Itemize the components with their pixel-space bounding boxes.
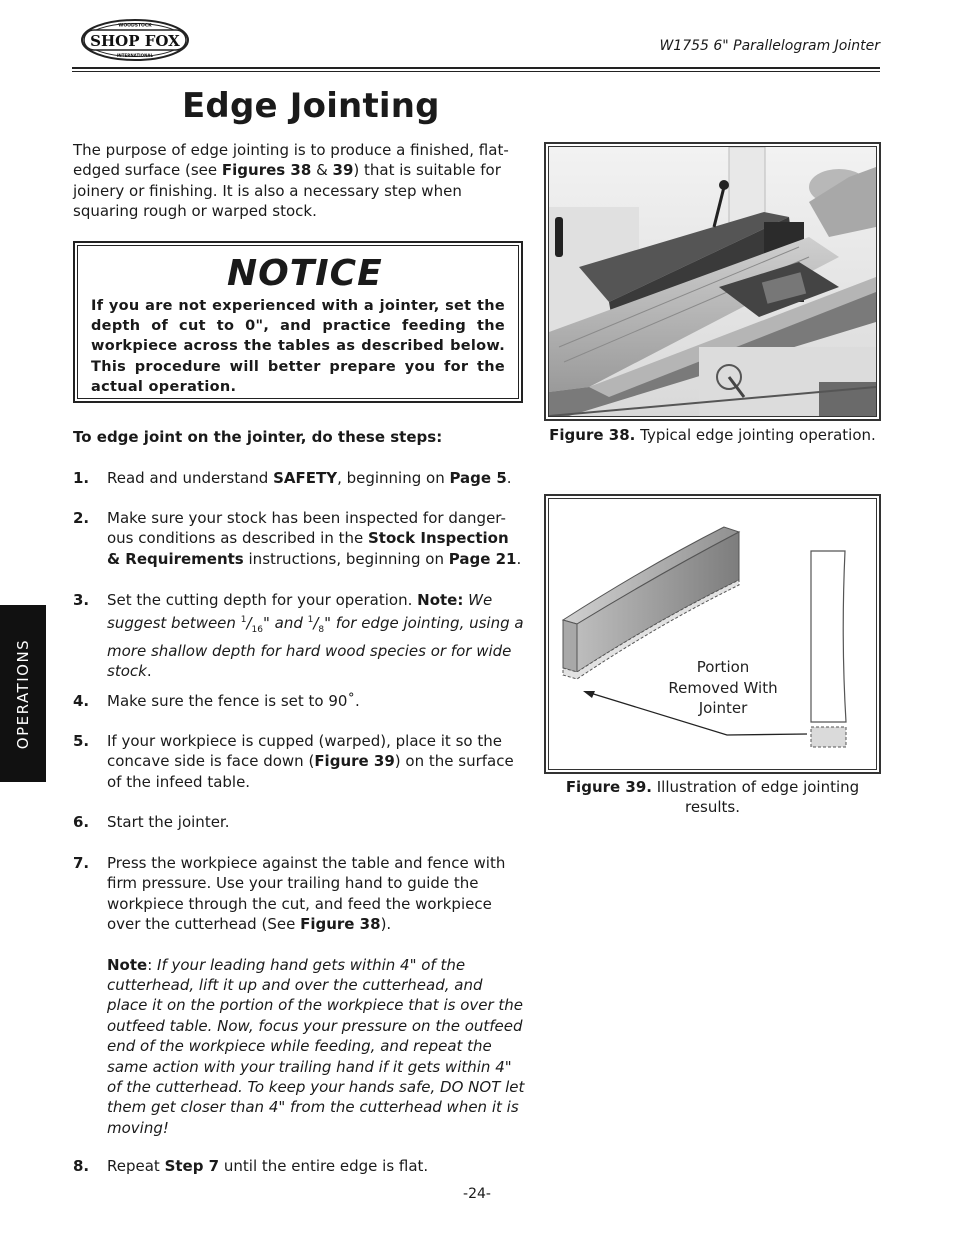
step-bold: Step 7 — [164, 1157, 220, 1175]
logo-ring-top: WOODSTOCK — [118, 23, 152, 29]
step-number: 7. — [73, 854, 90, 872]
step-number: 2. — [73, 509, 90, 527]
figure-38-text: Typical edge jointing operation. — [635, 426, 876, 444]
section-tab-label: OPERATIONS — [14, 638, 32, 749]
steps-intro: To edge joint on the jointer, do these steps: — [73, 428, 443, 446]
step-text: Set the cutting depth for your operation. — [107, 591, 418, 609]
notice-body: If you are not experienced with a jointer, set the depth of cut to 0", and practice feeding the workpiece across the tables as described below. This procedure will better prepare you for the actual operation. — [91, 298, 505, 395]
figure-39-text: Illustration of edge jointing results. — [651, 778, 860, 817]
intro-figs-a: Figures 38 — [221, 161, 312, 180]
intro-paragraph — [73, 140, 523, 222]
step-text: Press the workpiece against the table and fence with firm pressure. Use your trailing hand to guide the workpiece through the cut, and feed the workpiece over the cutterhead (See — [107, 854, 506, 934]
end-view-removed — [811, 727, 846, 747]
step-number: 6. — [73, 813, 90, 831]
header-rule — [72, 67, 880, 69]
figure-38-label: Figure 38. — [549, 426, 636, 444]
figure-38-caption — [544, 425, 881, 445]
shop-fox-logo — [80, 18, 190, 62]
logo-ring-bottom: INTERNATIONAL — [116, 53, 154, 58]
figure-39-caption — [544, 777, 881, 818]
step-6 — [73, 812, 525, 832]
step-7 — [73, 853, 525, 1138]
callout-line-1: Portion — [696, 658, 750, 676]
figure-39-frame — [544, 494, 881, 774]
step-2 — [73, 508, 525, 569]
step-text: If your workpiece is cupped (warped), place it so the concave side is face down ( — [107, 732, 502, 771]
fraction-denominator: 16 — [251, 625, 263, 636]
intro-amp: & — [311, 161, 333, 180]
step-text: ). — [380, 915, 392, 934]
step-text: Make sure your stock has been inspected for danger-ous conditions as described in the — [107, 509, 506, 548]
page-number: -24- — [463, 1186, 491, 1202]
step-number: 3. — [73, 591, 90, 609]
logo-brand-text: SHOP FOX — [90, 32, 180, 50]
callout-line-3: Jointer — [698, 699, 748, 717]
step-4 — [73, 691, 525, 711]
step-8 — [73, 1156, 525, 1176]
step-text: Make sure the fence is set to 90˚. — [107, 692, 360, 710]
step-1 — [73, 468, 525, 488]
step-bold: Figure 38 — [300, 915, 381, 934]
step-3: 3. Set the cutting depth for your operation. Note: We suggest between $^1/_{16}$" and $^1/_8$" for edge jointing, using a more shallow depth for hard wood species or for wide stock. — [73, 591, 524, 681]
step-number: 1. — [73, 469, 90, 487]
step-note-label: Note — [107, 955, 148, 974]
intro-figs-b: 39 — [332, 161, 354, 180]
step-text: instructions, beginning on — [243, 549, 449, 568]
step-italic: " for edge jointing, using a more shallow depth for hard wood species or for wide stock — [107, 614, 524, 681]
step-bold: Figure 39 — [314, 752, 395, 771]
step-bold: Stock Inspection & Requirements — [107, 529, 509, 568]
step-text: Start the jointer. — [107, 813, 230, 831]
board-face — [563, 620, 577, 672]
figure-38-photo — [549, 147, 876, 416]
step-text: Read and understand — [107, 469, 274, 487]
step-bold: SAFETY — [273, 469, 338, 487]
step-bold: Page 5 — [449, 469, 507, 487]
step-bold: Page 21 — [448, 549, 517, 568]
step-number: 8. — [73, 1157, 90, 1175]
step-text: ) on the surface of the infeed table. — [107, 752, 514, 791]
step-text: , beginning on — [337, 469, 450, 487]
notice-title: NOTICE — [227, 253, 383, 294]
page-title: Edge Jointing — [182, 86, 440, 126]
figure-39-label: Figure 39. — [565, 778, 652, 796]
fraction-numerator: 1 — [307, 615, 314, 626]
step-number: 4. — [73, 692, 90, 710]
intro-text-1: The purpose of edge jointing is to produce a finished, flat-edged surface (see — [73, 141, 509, 180]
step-note-colon: : — [147, 955, 158, 974]
step-note-text: If your leading hand gets within 4" of the cutterhead, lift it up and over the cutterhead, and place it on the portion of the workpiece that is over the outfeed table. Now, focus your pressure on the outfeed end of the workpiece while feeding, and repeat the same action with your trailing hand if it gets within 4" of the cutterhead. To keep your hands safe, DO NOT let them get closer than 4" from the cutterhead when it is moving! — [107, 955, 525, 1137]
step-number: 5. — [73, 732, 90, 750]
step-5 — [73, 731, 525, 792]
fraction-denominator: 8 — [318, 625, 325, 636]
step-text: . — [146, 662, 152, 681]
figure-39-illustration — [549, 499, 876, 769]
header-rule-thin — [72, 71, 880, 72]
fraction-numerator: 1 — [240, 615, 247, 626]
callout-arrowhead — [583, 691, 595, 698]
step-italic: " and — [262, 614, 308, 633]
document-title: W1755 6" Parallelogram Jointer — [659, 38, 880, 54]
intro-text-2: ) that is suitable for joinery or finishing. It is also a necessary step when squaring rough or warped stock. — [73, 161, 501, 221]
step-note-label: Note: — [417, 591, 464, 609]
notice-box — [73, 241, 523, 403]
figure-38-frame — [544, 142, 881, 421]
callout-arrow-line — [587, 692, 807, 735]
step-text: . — [516, 549, 522, 568]
step-text: until the entire edge is flat. — [219, 1157, 429, 1175]
section-tab — [0, 605, 46, 782]
end-view-board — [811, 551, 846, 722]
step-italic: We suggest between — [107, 591, 493, 633]
step-text: Repeat — [107, 1157, 165, 1175]
step-text: . — [506, 469, 512, 487]
callout-line-2: Removed With — [668, 679, 778, 697]
